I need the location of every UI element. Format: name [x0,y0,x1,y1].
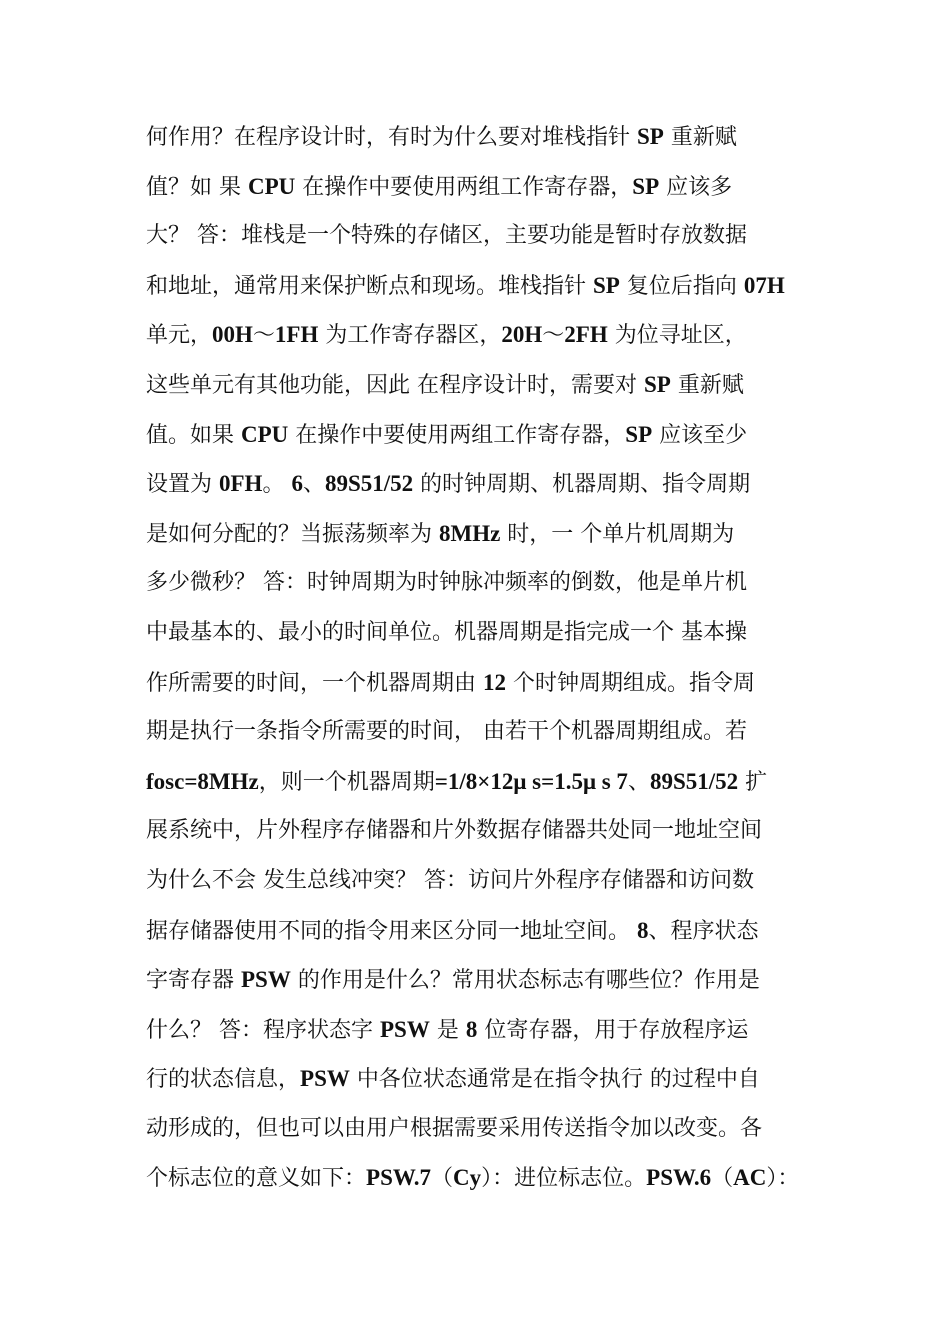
text-line [146,1153,810,1203]
text-line [146,211,810,261]
text-run: 值？如 果 [146,174,248,200]
text-run: 、 [302,472,325,498]
text-run: 应该多 [659,174,733,200]
text-run: 的作用是什么？常用状态标志有哪些位？作用是 [290,968,760,994]
text-run: 、 [627,769,650,795]
text-line [146,1104,810,1154]
bold-text-run: PSW.6 [646,1165,712,1191]
bold-text-run: CPU [241,421,289,447]
text-line [146,162,810,212]
text-run: 重新赋 [663,125,737,150]
text-line [146,856,810,906]
text-run: 动形成的，但也可以由用户根据需要采用传送指令加以改变。各 [146,1115,763,1141]
text-line [146,955,810,1005]
text-run: 设置为 [146,472,219,498]
text-line [146,112,810,162]
bold-text-run: 6 [291,471,303,497]
text-run: 展系统中，片外程序存储器和片外数据存储器共处同一地址空间 [146,818,763,844]
text-line [146,558,810,608]
bold-text-run: PSW [300,1066,350,1092]
text-run: 是 [429,1017,466,1043]
text-line [146,360,810,410]
text-run: 行的状态信息， [146,1067,301,1093]
bold-text-run: SP [644,371,671,397]
bold-text-run: 89S51/52 [324,471,414,497]
bold-text-run: 89S51/52 [649,768,739,794]
text-line [146,410,810,460]
text-run: 和地址，通常用来保护断点和现场。堆栈指针 [146,273,593,299]
bold-text-run: CPU [248,173,296,199]
bold-text-run: SP [593,272,620,298]
bold-text-run: 07H [743,272,785,298]
text-line [146,509,810,559]
text-run: ，则一个机器周期 [258,769,435,795]
bold-text-run: SP [637,124,664,149]
text-run: 中最基本的、最小的时间单位。机器周期是指完成一个 基本操 [146,619,747,645]
text-line [146,608,810,658]
text-run: 为工作寄存器区， [318,323,502,349]
text-run: ～ [252,323,275,349]
text-run: 扩 [738,769,768,795]
bold-text-run: PSW.7 [366,1165,431,1191]
bold-text-run: 2FH [564,322,608,348]
text-run: 个标志位的意义如下： [146,1166,367,1192]
text-line [146,1005,810,1055]
text-line [146,707,810,757]
bold-text-run: 12 [483,669,506,695]
bold-text-run: 8MHz [439,520,501,546]
bold-text-run: fosc=8MHz [146,768,259,794]
bold-text-run: =1/8×12μ s=1.5μ s 7 [434,768,628,794]
bold-text-run: AC [733,1165,767,1191]
bold-text-run: SP [632,173,660,199]
text-line [146,261,810,311]
text-run: 的时钟周期、机器周期、指令周期 [413,472,751,498]
bold-text-run: 00H [212,322,253,348]
text-run: 何作用？在程序设计时，有时为什么要对堆栈指针 [146,125,637,150]
text-run: 大？ 答：堆栈是一个特殊的存储区，主要功能是暂时存放数据 [146,223,747,249]
text-run: ～ [542,323,565,349]
text-line [146,310,810,360]
text-run: 这些单元有其他功能，因此 在程序设计时，需要对 [146,372,644,398]
text-run: 据存储器使用不同的指令用来区分同一地址空间。 [146,918,637,944]
text-run: ）： [766,1166,800,1192]
bold-text-run: Cy [453,1165,482,1191]
text-run: 个时钟周期组成。指令周 [506,670,755,696]
text-run: 是如何分配的？当振荡频率为 [146,521,439,547]
text-run: 值。如果 [146,422,241,448]
text-line [146,906,810,956]
text-line [146,658,810,708]
text-run: 期是执行一条指令所需要的时间， 由若干个机器周期组成。若 [146,719,747,745]
bold-text-run: SP [625,421,653,447]
text-run: 多少微秒？ 答：时钟周期为时钟脉冲频率的倒数，他是单片机 [146,570,747,596]
bold-text-run: 8 [637,917,649,943]
body-text [146,112,810,1203]
text-run: 为什么不会 发生总线冲突？ 答：访问片外程序存储器和访问数 [146,867,754,893]
text-run: 重新赋 [670,372,744,398]
text-line [146,757,810,807]
text-run: 作所需要的时间，一个机器周期由 [146,670,483,696]
text-run: 为位寻址区， [607,323,747,349]
text-line [146,806,810,856]
bold-text-run: 0FH [219,471,263,497]
text-run: （ [431,1166,454,1192]
text-line [146,459,810,509]
bold-text-run: 8 [465,1016,478,1042]
text-run: 在操作中要使用两组工作寄存器， [295,174,633,200]
text-run: 字寄存器 [146,968,241,994]
text-run: 单元， [146,323,213,349]
bold-text-run: 1FH [274,322,319,348]
text-run: 在操作中要使用两组工作寄存器， [288,422,626,448]
bold-text-run: PSW [380,1016,430,1042]
text-run: ）：进位标志位。 [481,1166,647,1192]
text-run: 复位后指向 [619,273,744,299]
text-run: 位寄存器，用于存放程序运 [477,1017,749,1043]
text-run: 应该至少 [652,422,748,448]
text-run: （ [711,1166,734,1192]
text-line [146,1054,810,1104]
text-run: 中各位状态通常是在指令执行 的过程中自 [349,1067,760,1093]
text-run: 什么？ 答：程序状态字 [146,1017,380,1043]
bold-text-run: PSW [241,967,291,993]
text-run: 、程序状态 [648,918,759,944]
text-run: 。 [262,472,292,498]
bold-text-run: 20H [501,322,543,348]
text-run: 时，一 个单片机周期为 [500,521,735,547]
